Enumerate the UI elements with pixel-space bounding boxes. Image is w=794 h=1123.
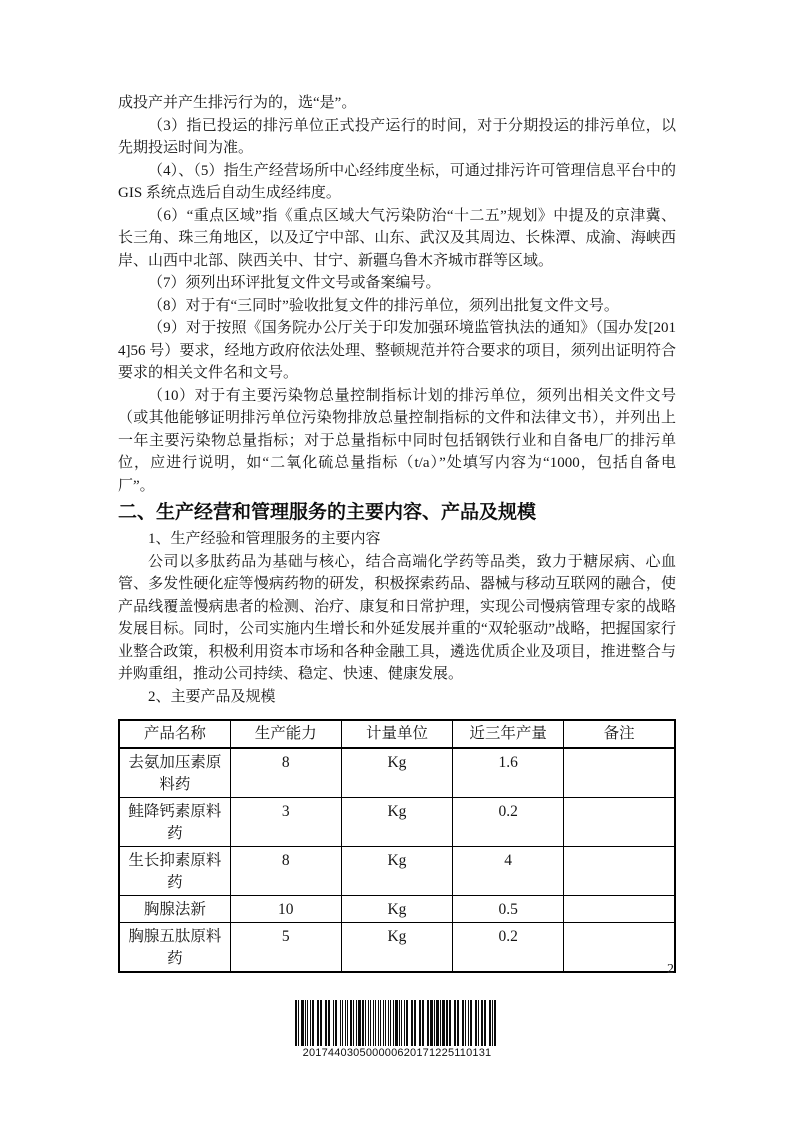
cell-capacity: 8 [230,847,341,896]
cell-product-name: 鲑降钙素原料药 [119,798,230,847]
table-header-row [119,720,675,748]
paragraph-continuation: 成投产并产生排污行为的，选“是”。 [118,95,357,111]
cell-capacity: 8 [230,748,341,798]
header-capacity: 生产能力 [230,720,341,748]
cell-output: 0.5 [453,896,564,923]
barcode [295,1000,499,1059]
subsection-2-title: 2、主要产品及规模 [148,688,276,705]
cell-capacity: 5 [230,923,341,973]
header-unit: 计量单位 [341,720,452,748]
page-number: 2 [667,962,674,977]
cell-capacity: 10 [230,896,341,923]
table-row [119,798,675,847]
subsection-1-title: 1、生产经验和管理服务的主要内容 [148,531,381,547]
cell-unit: Kg [341,798,452,847]
paragraph-note-4-5: （4）、（5）指生产经营场所中心经纬度坐标，可通过排污许可管理信息平台中的 GIS 系统点选后自动生成经纬度。 [118,162,676,201]
header-remarks: 备注 [564,720,675,748]
cell-unit: Kg [341,923,452,973]
cell-product-name: 生长抑素原料药 [119,847,230,896]
table-row [119,748,675,798]
cell-output: 1.6 [453,748,564,798]
paragraph-note-6: （6）“重点区域”指《重点区域大气污染防治“十二五”规划》中提及的京津冀、长三角、珠三角地区，以及辽宁中部、山东、武汉及其周边、长株潭、成渝、海峡西岸、山西中北部、陕西关中、甘宁、新疆乌鲁木齐城市群等区域。 [118,207,676,269]
cell-output: 4 [453,847,564,896]
table-row [119,847,675,896]
paragraph-note-3: （3）指已投运的排污单位正式投产运行的时间，对于分期投运的排污单位，以先期投运时间为准。 [118,117,676,156]
cell-output: 0.2 [453,798,564,847]
cell-product-name: 胸腺五肽原料药 [119,923,230,973]
cell-remarks [564,896,675,923]
header-product-name: 产品名称 [119,720,230,748]
table-row [119,896,675,923]
cell-remarks [564,847,675,896]
cell-remarks [564,923,675,973]
company-description-paragraph: 公司以多肽药品为基础与核心，结合高端化学药等品类，致力于糖尿病、心血管、多发性硬化症等慢病药物的研发，积极探索药品、器械与移动互联网的融合，使产品线覆盖慢病患者的检测、治疗、康复和日常护理，实现公司慢病管理专家的战略发展目标。同时，公司实施内生增长和外延发展并重的“双轮驱动”战略，把握国家行业整合政策，积极利用资本市场和各种金融工具，遴选优质企业及项目，推进整合与并购重组，推动公司持续、稳定、快速、健康发展。 [118,553,676,682]
paragraph-note-9: （9）对于按照《国务院办公厅关于印发加强环境监管执法的通知》（国办发[2014]56 号）要求，经地方政府依法处理、整顿规范并符合要求的项目，须列出证明符合要求的相关文件名和文号。 [118,320,676,381]
header-three-year-output: 近三年产量 [453,720,564,748]
paragraph-note-7: （7）须列出环评批复文件文号或备案编号。 [148,275,441,291]
cell-product-name: 去氨加压素原料药 [119,748,230,798]
products-table [118,719,676,973]
cell-output: 0.2 [453,923,564,973]
barcode-bars-image [295,1000,499,1046]
cell-remarks [564,748,675,798]
paragraph-note-8: （8）对于有“三同时”验收批复文件的排污单位，须列出批复文件文号。 [148,297,619,314]
cell-capacity: 3 [230,798,341,847]
barcode-number: 201744030500000620171225110131 [302,1047,492,1059]
page-content [118,92,676,973]
cell-remarks [564,798,675,847]
cell-product-name: 胸腺法新 [119,896,230,923]
paragraph-note-10: （10）对于有主要污染物总量控制指标计划的排污单位，须列出相关文件文号（或其他能够证明排污单位污染物排放总量控制指标的文件和法律文书），并列出上一年主要污染物总量指标；对于总量指标中同时包括钢铁行业和自备电厂的排污单位，应进行说明，如“二氧化硫总量指标（t/a）”处填写内容为“1000，包括自备电厂”。 [118,387,676,494]
cell-unit: Kg [341,847,452,896]
cell-unit: Kg [341,748,452,798]
cell-unit: Kg [341,896,452,923]
section-heading: 二、生产经营和管理服务的主要内容、产品及规模 [118,502,537,523]
table-row [119,923,675,973]
